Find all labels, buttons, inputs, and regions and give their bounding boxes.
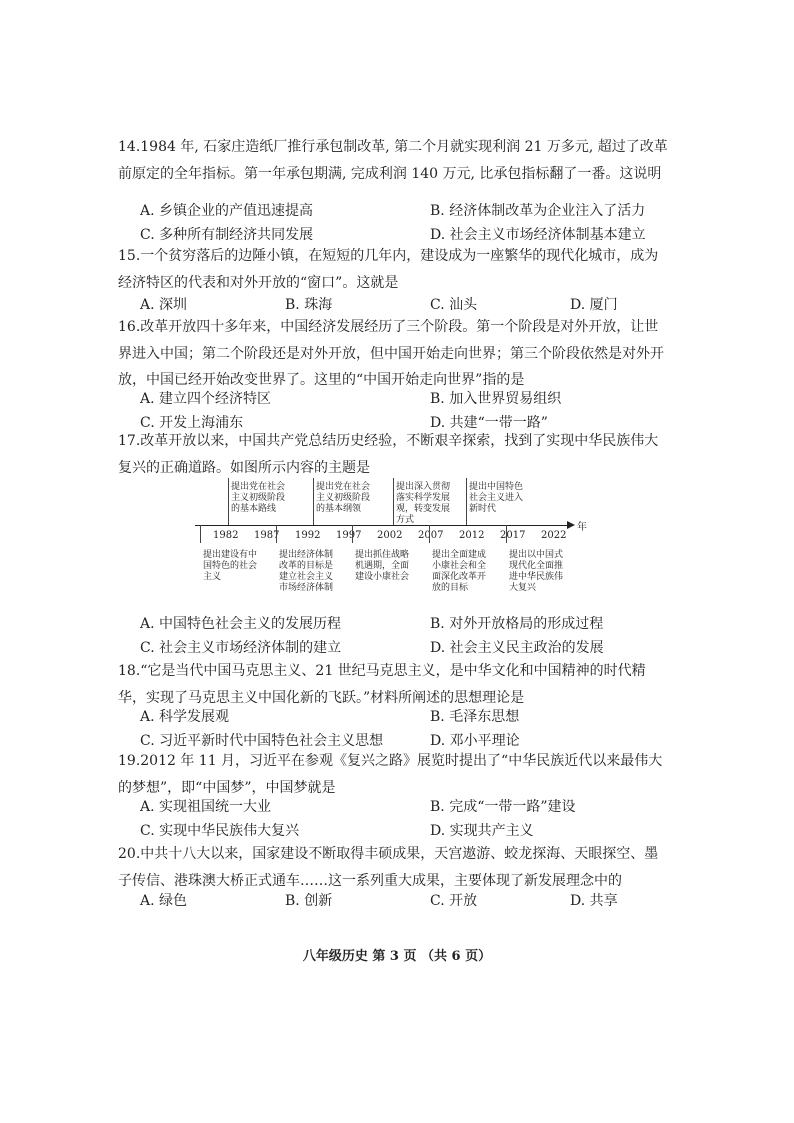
option-c: C. 社会主义市场经济体制的建立 [140, 640, 342, 656]
option-c: C. 多种所有制经济共同发展 [140, 227, 314, 243]
timeline-connector [200, 525, 201, 543]
question-19 [118, 748, 670, 801]
timeline-figure [195, 478, 587, 603]
option-a: A. 深圳 [140, 297, 188, 313]
timeline-bottom-event: 提出抓住战略机遇期，全面建设小康社会 [355, 550, 410, 582]
option-a: A. 乡镇企业的产值迅速提高 [140, 203, 314, 219]
question-stem: 改革开放以来，中国共产党总结历史经验，不断艰辛探索，找到了实现中华民族伟大复兴的正确道路。如图所示内容的主题是 [118, 433, 659, 476]
timeline-year: 2002 [377, 530, 403, 541]
question-15 [118, 243, 670, 296]
question-number: 16. [118, 319, 141, 335]
option-d: D. 厦门 [570, 297, 618, 313]
question-number: 19. [118, 753, 141, 769]
question-19-options [140, 796, 680, 844]
question-17-options [140, 613, 680, 661]
timeline-connector [506, 525, 507, 543]
question-17 [118, 428, 670, 481]
option-d: D. 共建“一带一路” [430, 415, 548, 431]
timeline-top-event: 提出深入贯彻落实科学发展观，转变发展方式 [396, 482, 451, 525]
option-b: B. 珠海 [285, 297, 333, 313]
timeline-year: 1997 [336, 530, 362, 541]
timeline-year: 1992 [295, 530, 321, 541]
timeline-top-event: 提出中国特色社会主义进入新时代 [469, 482, 524, 514]
timeline-connector [352, 525, 353, 543]
question-stem: 一个贫穷落后的边陲小镇，在短短的几年内，建设成为一座繁华的现代化城市，成为经济特区的代表和对外开放的“窗口”。这就是 [118, 248, 659, 291]
question-number: 17. [118, 433, 141, 449]
question-stem: 2012 年 11 月，习近平在参观《复兴之路》展览时提出了“中华民族近代以来最伟大的梦想”，即“中国梦”，中国梦就是 [118, 753, 663, 796]
question-20-options [140, 890, 680, 914]
question-number: 20. [118, 846, 141, 862]
timeline-top-event: 提出党在社会主义初级阶段的基本纲领 [316, 482, 371, 514]
timeline-year: 2017 [500, 530, 526, 541]
question-20 [118, 841, 670, 894]
option-a: A. 建立四个经济特区 [140, 391, 272, 407]
question-14-options [140, 200, 680, 248]
option-c: C. 汕头 [430, 297, 478, 313]
timeline-axis [195, 525, 572, 526]
timeline-connector [313, 478, 314, 525]
timeline-year: 2022 [541, 530, 567, 541]
option-a: A. 科学发展观 [140, 709, 230, 725]
option-a: A. 中国特色社会主义的发展历程 [140, 616, 342, 632]
option-d: D. 共享 [570, 893, 618, 909]
question-number: 18. [118, 663, 141, 679]
option-c: C. 习近平新时代中国特色社会主义思想 [140, 733, 384, 749]
timeline-unit: 年 [577, 522, 587, 533]
option-b: B. 创新 [285, 893, 333, 909]
option-d: D. 实现共产主义 [430, 823, 534, 839]
option-a: A. 实现祖国统一大业 [140, 799, 272, 815]
question-stem: 中共十八大以来，国家建设不断取得丰硕成果，天宫遨游、蛟龙探海、天眼探空、墨子传信、港珠澳大桥正式通车……这一系列重大成果，主要体现了新发展理念中的 [118, 846, 659, 889]
timeline-connector [276, 525, 277, 543]
option-b: B. 完成“一带一路”建设 [430, 799, 576, 815]
option-d: D. 邓小平理论 [430, 733, 520, 749]
option-d: D. 社会主义民主政治的发展 [430, 640, 604, 656]
option-b: B. 经济体制改革为企业注入了活力 [430, 203, 646, 219]
question-stem: “它是当代中国马克思主义、21 世纪马克思主义，是中华文化和中国精神的时代精华，实现了马克思主义中国化新的飞跃。”材料所阐述的思想理论是 [118, 663, 646, 706]
option-b: B. 加入世界贸易组织 [430, 391, 562, 407]
question-18 [118, 658, 670, 711]
question-stem: 1984 年, 石家庄造纸厂推行承包制改革, 第二个月就实现利润 21 万多元, 超过了改革前原定的全年指标。第一年承包期满, 完成利润 140 万元, 比承包指标翻了一番。这说明 [118, 139, 668, 182]
timeline-top-event: 提出党在社会主义初级阶段的基本路线 [231, 482, 286, 514]
question-16 [118, 314, 670, 394]
option-c: C. 开放 [430, 893, 478, 909]
timeline-year: 2012 [459, 530, 485, 541]
option-d: D. 社会主义市场经济体制基本建立 [430, 227, 646, 243]
timeline-connector [466, 478, 467, 525]
question-number: 15. [118, 248, 141, 264]
option-a: A. 绿色 [140, 893, 188, 909]
question-stem: 改革开放四十多年来，中国经济发展经历了三个阶段。第一个阶段是对外开放，让世界进入中国；第二个阶段还是对外开放，但中国开始走向世界；第三个阶段依然是对外开放，中国已经开始改变世界了。这里的“中国开始走向世界”指的是 [118, 319, 664, 388]
timeline-bottom-event: 提出全面建成小康社会和全面深化改革开放的目标 [432, 550, 487, 593]
question-number: 14. [118, 139, 141, 155]
question-14 [118, 134, 670, 187]
timeline-bottom-event: 提出经济体制改革的目标是建立社会主义市场经济体制 [279, 550, 334, 593]
timeline-year: 2007 [418, 530, 444, 541]
timeline-year: 1987 [254, 530, 280, 541]
option-b: B. 对外开放格局的形成过程 [430, 616, 604, 632]
question-18-options [140, 706, 680, 754]
page-footer: 八年级历史 第 3 页 （共 6 页） [302, 949, 492, 964]
option-b: B. 毛泽东思想 [430, 709, 520, 725]
option-c: C. 实现中华民族伟大复兴 [140, 823, 300, 839]
option-c: C. 开发上海浦东 [140, 415, 244, 431]
timeline-connector [429, 525, 430, 543]
timeline-arrow [567, 521, 575, 529]
timeline-bottom-event: 提出以中国式现代化全面推进中华民族伟大复兴 [509, 550, 564, 593]
timeline-connector [228, 478, 229, 525]
timeline-connector [393, 478, 394, 525]
timeline-bottom-event: 提出建设有中国特色的社会主义 [203, 550, 258, 582]
timeline-year: 1982 [213, 530, 239, 541]
